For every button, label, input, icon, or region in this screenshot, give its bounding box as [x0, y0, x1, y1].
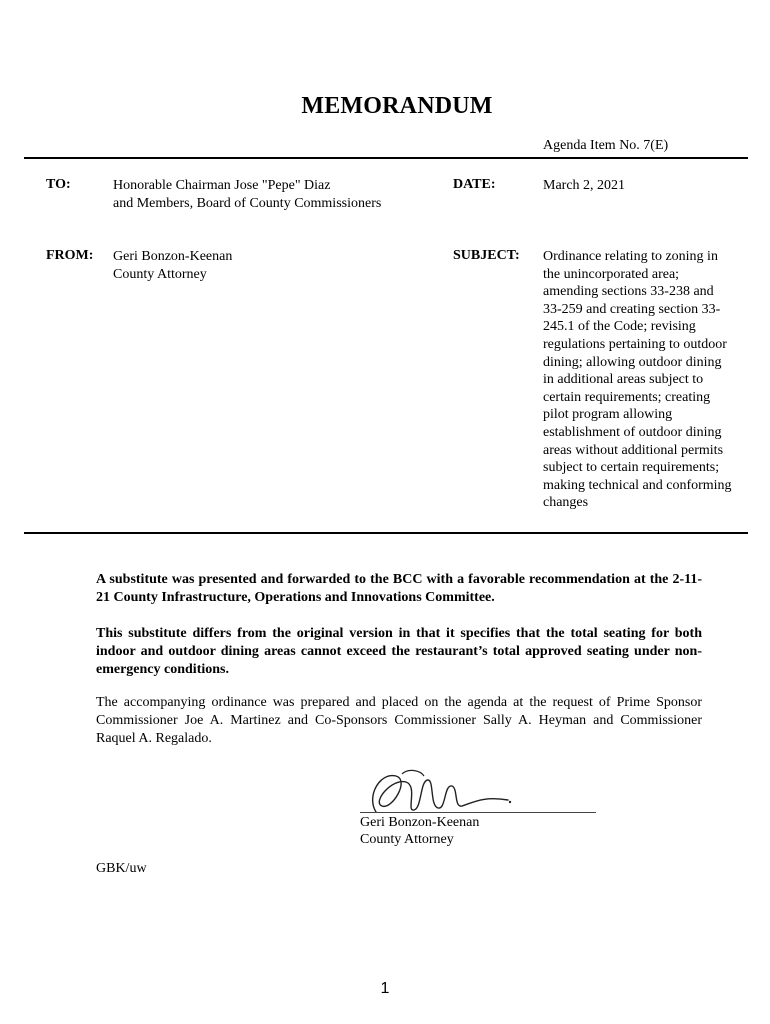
- signatory-title: County Attorney: [360, 832, 454, 847]
- subject-line: amending sections 33-238 and: [543, 284, 714, 300]
- from-sender: [113, 248, 232, 283]
- subject-line: areas without additional permits: [543, 442, 724, 458]
- to-recipient-line: Honorable Chairman Jose "Pepe" Diaz: [113, 178, 331, 193]
- subject-label: SUBJECT:: [453, 248, 520, 263]
- subject-line: Ordinance relating to zoning in: [543, 249, 718, 264]
- subject-line: the unincorporated area;: [543, 266, 680, 282]
- header-divider-bottom: [24, 532, 748, 534]
- subject-line: in additional areas subject to: [543, 372, 704, 388]
- subject-line: dining; allowing outdoor dining: [543, 354, 722, 370]
- from-label: FROM:: [46, 248, 94, 263]
- page-number: 1: [380, 980, 390, 997]
- subject-line: changes: [543, 495, 589, 511]
- memo-title: MEMORANDUM: [301, 93, 493, 119]
- date-value: March 2, 2021: [543, 178, 626, 193]
- agenda-item-number: Agenda Item No. 7(E): [543, 138, 669, 153]
- subject-line: regulations pertaining to outdoor: [543, 336, 727, 352]
- paragraph-substitute-differences: This substitute differs from the original version in that it specifies that the total seating for both indoor and outdoor dining areas cannot exceed the restaurant’s total approved seating under non-emergency conditions.: [96, 626, 702, 677]
- paragraph-substitute-recommendation: A substitute was presented and forwarded to the BCC with a favorable recommendation at the 2-11-21 County Infrastructure, Operations and Innovations Committee.: [96, 572, 702, 605]
- from-sender-line: County Attorney: [113, 266, 207, 282]
- signatory-name: Geri Bonzon-Keenan: [360, 815, 480, 830]
- header-divider-top: [24, 157, 748, 159]
- subject-text: [543, 248, 751, 512]
- to-recipient-line: and Members, Board of County Commissioners: [113, 195, 382, 211]
- subject-line: subject to certain requirements;: [543, 460, 720, 476]
- to-recipient: [113, 177, 381, 212]
- date-label: DATE:: [453, 177, 496, 192]
- signature-line: [360, 812, 596, 813]
- subject-line: 33-259 and creating section 33-: [543, 301, 721, 317]
- subject-line: pilot program allowing: [543, 407, 673, 423]
- from-sender-line: Geri Bonzon-Keenan: [113, 249, 233, 264]
- paragraph-sponsors: The accompanying ordinance was prepared and placed on the agenda at the request of Prime Sponsor Commissioner Joe A. Martinez and Co-Sponsors Commissioner Sally A. Heyman and Commissioner Raquel A. Regalado.: [96, 695, 702, 746]
- typist-initials: GBK/uw: [96, 861, 147, 876]
- subject-line: 245.1 of the Code; revising: [543, 319, 696, 335]
- to-label: TO:: [46, 177, 71, 192]
- subject-line: establishment of outdoor dining: [543, 424, 722, 440]
- subject-line: making technical and conforming: [543, 477, 732, 493]
- subject-line: certain requirements; creating: [543, 389, 711, 405]
